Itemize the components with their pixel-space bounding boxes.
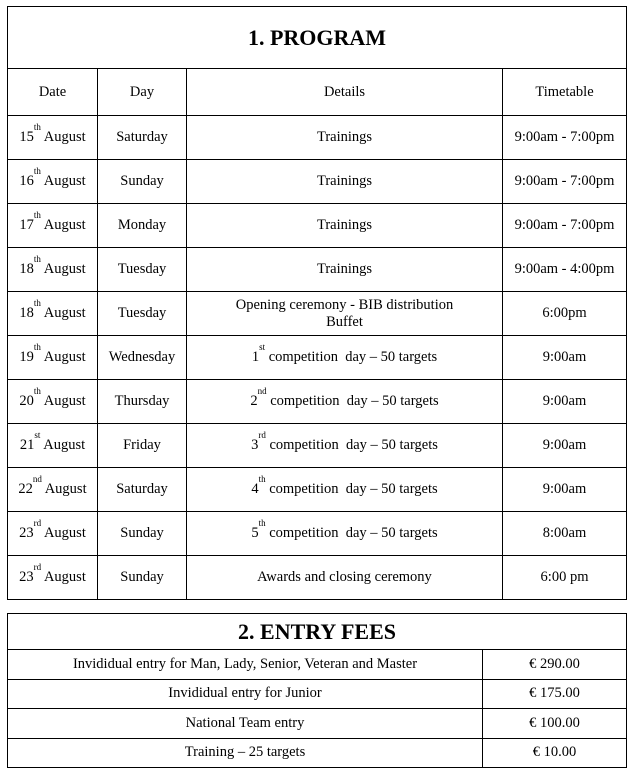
details-cell	[187, 336, 503, 380]
day-cell: Wednesday	[98, 336, 187, 380]
day-cell: Sunday	[98, 160, 187, 204]
timetable-cell: 9:00am	[503, 380, 627, 424]
day-cell: Thursday	[98, 380, 187, 424]
date-ordinal-suffix: th	[33, 166, 41, 176]
details-text: Trainings	[316, 217, 373, 233]
date-month: August	[44, 481, 87, 497]
fee-label: Invididual entry for Junior	[8, 679, 483, 709]
fee-price: € 175.00	[483, 679, 627, 709]
details-text: competition day – 50 targets	[265, 437, 438, 453]
day-cell: Saturday	[98, 468, 187, 512]
competition-day-number: 3	[251, 437, 259, 453]
date-day-number: 18	[19, 261, 34, 277]
details-text: Opening ceremony - BIB distribution	[235, 296, 454, 313]
date-month: August	[43, 393, 86, 409]
date-cell	[8, 380, 98, 424]
date-day-number: 20	[19, 393, 34, 409]
date-cell	[8, 248, 98, 292]
timetable-cell: 6:00 pm	[503, 556, 627, 600]
date-ordinal-suffix: th	[33, 342, 41, 352]
program-row	[8, 424, 627, 468]
date-cell	[8, 204, 98, 248]
fee-price: € 100.00	[483, 709, 627, 739]
details-cell	[187, 292, 503, 336]
details-cell	[187, 556, 503, 600]
program-row	[8, 204, 627, 248]
details-text: Trainings	[316, 261, 373, 277]
date-month: August	[43, 129, 86, 145]
competition-day-suffix: th	[258, 474, 266, 484]
date-cell	[8, 512, 98, 556]
date-day-number: 15	[19, 129, 34, 145]
day-cell: Saturday	[98, 116, 187, 160]
competition-day-number: 4	[251, 481, 259, 497]
competition-day-number: 2	[250, 393, 258, 409]
program-table	[7, 6, 627, 600]
fee-row	[8, 709, 627, 739]
details-text: competition day – 50 targets	[266, 393, 439, 409]
program-row	[8, 248, 627, 292]
details-cell	[187, 248, 503, 292]
date-month: August	[43, 525, 86, 541]
competition-day-suffix: th	[258, 518, 266, 528]
fee-row	[8, 650, 627, 680]
day-cell: Friday	[98, 424, 187, 468]
date-month: August	[43, 349, 86, 365]
date-month: August	[43, 569, 86, 585]
fee-price: € 290.00	[483, 650, 627, 680]
fee-row	[8, 679, 627, 709]
competition-day-suffix: nd	[257, 386, 267, 396]
program-row	[8, 512, 627, 556]
date-ordinal-suffix: th	[33, 386, 41, 396]
fee-label: Training – 25 targets	[8, 738, 483, 768]
date-month: August	[43, 173, 86, 189]
competition-day-suffix: st	[259, 342, 266, 352]
entry-fees-table	[7, 613, 627, 768]
fee-label: Invididual entry for Man, Lady, Senior, Veteran and Master	[8, 650, 483, 680]
program-row	[8, 468, 627, 512]
date-cell	[8, 336, 98, 380]
details-text: competition day – 50 targets	[265, 349, 438, 365]
date-ordinal-suffix: st	[34, 430, 41, 440]
timetable-cell: 9:00am	[503, 468, 627, 512]
details-cell	[187, 424, 503, 468]
competition-day-number: 1	[251, 349, 260, 365]
date-cell	[8, 292, 98, 336]
column-header-day: Day	[98, 69, 187, 116]
timetable-cell: 9:00am	[503, 424, 627, 468]
day-cell: Sunday	[98, 512, 187, 556]
date-day-number: 22	[18, 481, 33, 497]
column-header-timetable: Timetable	[503, 69, 627, 116]
details-text: competition day – 50 targets	[265, 525, 438, 541]
date-ordinal-suffix: rd	[33, 518, 42, 528]
details-text-line2: Buffet	[326, 313, 363, 330]
competition-day-suffix: rd	[258, 430, 266, 440]
date-cell	[8, 160, 98, 204]
date-cell	[8, 424, 98, 468]
date-ordinal-suffix: nd	[32, 474, 42, 484]
date-day-number: 19	[19, 349, 34, 365]
timetable-cell: 9:00am - 7:00pm	[503, 116, 627, 160]
date-ordinal-suffix: th	[33, 254, 41, 264]
details-cell	[187, 160, 503, 204]
day-cell: Sunday	[98, 556, 187, 600]
date-day-number: 18	[19, 305, 34, 321]
column-header-details: Details	[187, 69, 503, 116]
entry-fees-title: 2. ENTRY FEES	[8, 614, 627, 650]
timetable-cell: 9:00am - 7:00pm	[503, 204, 627, 248]
details-text: Awards and closing ceremony	[257, 569, 432, 585]
column-header-date: Date	[8, 69, 98, 116]
details-cell	[187, 204, 503, 248]
date-ordinal-suffix: th	[33, 210, 41, 220]
timetable-cell: 9:00am - 4:00pm	[503, 248, 627, 292]
date-month: August	[43, 217, 86, 233]
day-cell: Tuesday	[98, 292, 187, 336]
date-month: August	[43, 305, 86, 321]
program-row	[8, 380, 627, 424]
date-cell	[8, 116, 98, 160]
details-cell	[187, 468, 503, 512]
date-month: August	[43, 261, 86, 277]
date-cell	[8, 556, 98, 600]
date-cell	[8, 468, 98, 512]
date-month: August	[43, 437, 86, 453]
program-row	[8, 160, 627, 204]
date-day-number: 23	[19, 569, 34, 585]
timetable-cell: 6:00pm	[503, 292, 627, 336]
details-cell	[187, 116, 503, 160]
program-header-row	[8, 69, 627, 116]
day-cell: Tuesday	[98, 248, 187, 292]
program-row	[8, 556, 627, 600]
date-day-number: 17	[19, 217, 34, 233]
timetable-cell: 8:00am	[503, 512, 627, 556]
program-title: 1. PROGRAM	[8, 7, 627, 69]
details-text: Trainings	[316, 129, 373, 145]
fee-price: € 10.00	[483, 738, 627, 768]
date-ordinal-suffix: rd	[33, 562, 42, 572]
program-row	[8, 292, 627, 336]
fee-row	[8, 738, 627, 768]
program-row	[8, 336, 627, 380]
day-cell: Monday	[98, 204, 187, 248]
details-text: Trainings	[316, 173, 373, 189]
date-day-number: 16	[19, 173, 34, 189]
details-text: competition day – 50 targets	[265, 481, 438, 497]
timetable-cell: 9:00am	[503, 336, 627, 380]
program-row	[8, 116, 627, 160]
date-ordinal-suffix: th	[33, 298, 41, 308]
details-cell	[187, 380, 503, 424]
timetable-cell: 9:00am - 7:00pm	[503, 160, 627, 204]
date-day-number: 21	[19, 437, 35, 453]
date-ordinal-suffix: th	[33, 122, 41, 132]
details-cell	[187, 512, 503, 556]
competition-day-number: 5	[251, 525, 259, 541]
date-day-number: 23	[19, 525, 34, 541]
fee-label: National Team entry	[8, 709, 483, 739]
